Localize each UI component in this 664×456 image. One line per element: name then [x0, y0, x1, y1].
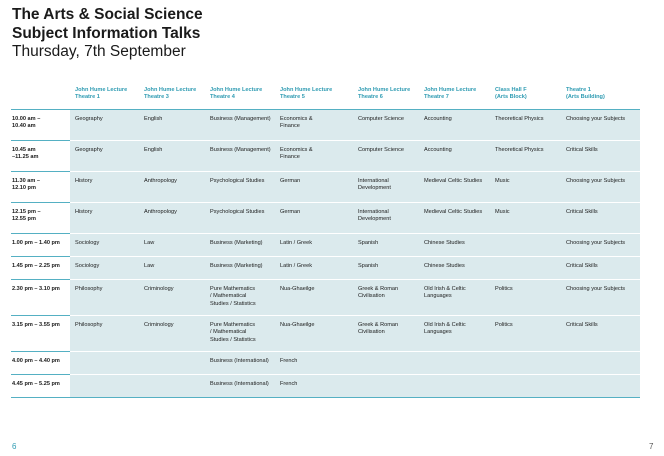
subject-cell-line: Geography: [75, 147, 103, 153]
subject-cell: [139, 234, 205, 257]
subject-cell-line: Choosing your Subjects: [566, 178, 626, 184]
column-header-line: Theatre 7: [424, 94, 449, 101]
subject-cell-line: Chinese Studies: [424, 240, 465, 246]
subject-cell-line: Anthropology: [144, 178, 177, 184]
subject-cell: [205, 257, 275, 280]
column-header: [561, 87, 640, 110]
table-row: [11, 375, 640, 398]
subject-cell-line: Business (Marketing): [210, 263, 263, 269]
column-header-line: John Hume Lecture: [280, 87, 333, 93]
subject-cell-line: Development: [358, 216, 391, 223]
time-slot-line: 1.45 pm – 2.25 pm: [12, 263, 60, 269]
subject-cell: [419, 257, 490, 280]
time-slot: [11, 234, 70, 257]
subject-cell-line: Economics &: [280, 147, 313, 153]
page-number-left: 6: [12, 442, 17, 451]
time-slot: [11, 257, 70, 280]
time-slot-line: 11.30 am –: [12, 178, 40, 184]
subject-cell-line: Critical Skills: [566, 263, 598, 269]
subject-cell-line: Civilisation: [358, 293, 385, 300]
subject-cell-line: German: [280, 178, 301, 184]
subject-cell: [275, 257, 353, 280]
subject-cell: [139, 110, 205, 141]
subject-cell: [490, 257, 561, 280]
subject-cell-line: Philosophy: [75, 286, 103, 292]
subject-cell-line: Nua-Ghaeilge: [280, 322, 315, 328]
subject-cell: [139, 316, 205, 352]
column-header: [205, 87, 275, 110]
subject-cell-line: Finance: [280, 154, 300, 161]
subject-cell: [561, 203, 640, 234]
subject-cell-line: Theoretical Physics: [495, 147, 544, 153]
table-row: [11, 234, 640, 257]
subject-cell: [205, 141, 275, 172]
subject-cell: [353, 280, 419, 316]
column-header-line: (Arts Block): [495, 94, 527, 101]
event-date: Thursday, 7th September: [12, 43, 186, 60]
column-header-line: John Hume Lecture: [144, 87, 197, 93]
subject-cell: [353, 110, 419, 141]
subject-cell: [490, 110, 561, 141]
subject-cell-line: Business (International): [210, 358, 269, 364]
subject-cell: [139, 352, 205, 375]
table-row: [11, 203, 640, 234]
subject-cell-line: Choosing your Subjects: [566, 286, 626, 292]
subject-cell-line: Pure Mathematics: [210, 286, 256, 292]
subject-cell: [419, 172, 490, 203]
column-header-line: John Hume Lecture: [75, 87, 128, 93]
subject-cell-line: French: [280, 381, 298, 387]
subject-cell-line: Psychological Studies: [210, 209, 265, 215]
time-slot-line: 12.10 pm: [12, 185, 36, 192]
subject-cell-line: Business (Management): [210, 147, 271, 153]
subject-cell: [419, 110, 490, 141]
subject-cell-line: Critical Skills: [566, 147, 598, 153]
subject-cell: [490, 316, 561, 352]
subject-cell-line: Business (Management): [210, 116, 271, 122]
time-slot: [11, 110, 70, 141]
subject-cell: [275, 141, 353, 172]
subject-cell-line: Computer Science: [358, 116, 405, 122]
subject-cell: [275, 234, 353, 257]
time-slot-line: 4.45 pm – 5.25 pm: [12, 381, 60, 387]
subject-cell-line: Choosing your Subjects: [566, 116, 626, 122]
subject-cell-line: Pure Mathematics: [210, 322, 256, 328]
table-row: [11, 110, 640, 141]
subject-cell: [139, 172, 205, 203]
subject-cell: [275, 280, 353, 316]
time-slot-line: 2.30 pm – 3.10 pm: [12, 286, 60, 292]
page-number-right: 7: [649, 442, 654, 451]
subject-cell-line: Philosophy: [75, 322, 103, 328]
subject-cell-line: Accounting: [424, 116, 452, 122]
column-header: [353, 87, 419, 110]
subject-cell: [205, 316, 275, 352]
subject-cell-line: Criminology: [144, 322, 174, 328]
subject-cell: [490, 172, 561, 203]
subject-cell: [139, 257, 205, 280]
subject-cell-line: Psychological Studies: [210, 178, 265, 184]
subject-cell-line: International: [358, 178, 389, 184]
subject-cell-line: History: [75, 178, 93, 184]
subject-cell: [561, 110, 640, 141]
subject-cell-line: Law: [144, 240, 155, 246]
subject-cell: [353, 203, 419, 234]
subject-cell: [490, 141, 561, 172]
subject-cell: [205, 172, 275, 203]
time-slot-line: 10.00 am –: [12, 116, 41, 122]
subject-cell-line: Greek & Roman: [358, 286, 399, 292]
table-row: [11, 352, 640, 375]
subject-cell: [419, 203, 490, 234]
subject-cell: [205, 280, 275, 316]
subject-cell-line: German: [280, 209, 301, 215]
subject-cell-line: Business (International): [210, 381, 269, 387]
subject-cell: [561, 352, 640, 375]
subject-cell-line: Music: [495, 178, 510, 184]
subject-cell-line: Politics: [495, 322, 513, 328]
subject-cell: [275, 375, 353, 398]
subject-cell-line: Criminology: [144, 286, 174, 292]
column-header-line: John Hume Lecture: [210, 87, 263, 93]
column-header: [419, 87, 490, 110]
column-header: [139, 87, 205, 110]
column-header-line: Theatre 1: [566, 87, 591, 93]
table-row: [11, 172, 640, 203]
subject-cell: [419, 316, 490, 352]
header-row: [11, 87, 640, 110]
time-slot: [11, 352, 70, 375]
subject-cell-line: Medieval Celtic Studies: [424, 178, 483, 184]
subject-cell-line: Chinese Studies: [424, 263, 465, 269]
subject-cell-line: / Mathematical: [210, 329, 247, 336]
subject-cell: [70, 203, 139, 234]
subject-cell: [353, 172, 419, 203]
title-line-2: Subject Information Talks: [12, 24, 201, 42]
subject-cell: [70, 280, 139, 316]
subject-cell: [561, 280, 640, 316]
subject-cell-line: Civilisation: [358, 329, 385, 336]
subject-cell: [353, 316, 419, 352]
subject-cell: [561, 257, 640, 280]
subject-cell: [490, 203, 561, 234]
subject-cell: [205, 375, 275, 398]
subject-cell-line: Law: [144, 263, 155, 269]
subject-cell-line: Spanish: [358, 240, 379, 246]
subject-cell: [70, 172, 139, 203]
time-slot-line: 3.15 pm – 3.55 pm: [12, 322, 60, 328]
subject-cell: [275, 110, 353, 141]
table-row: [11, 141, 640, 172]
subject-cell-line: Spanish: [358, 263, 379, 269]
subject-cell-line: / Mathematical: [210, 293, 247, 300]
subject-cell: [205, 234, 275, 257]
subject-cell-line: Business (Marketing): [210, 240, 263, 246]
subject-cell: [353, 352, 419, 375]
subject-cell-line: Languages: [424, 329, 452, 336]
subject-cell: [139, 280, 205, 316]
header-corner: [11, 87, 70, 110]
column-header-line: Theatre 1: [75, 94, 100, 101]
time-slot-line: 1.00 pm – 1.40 pm: [12, 240, 60, 246]
time-slot-line: 12.55 pm: [12, 216, 36, 223]
subject-cell: [490, 352, 561, 375]
subject-cell: [70, 375, 139, 398]
column-header-line: Theatre 6: [358, 94, 383, 101]
column-header-line: Class Hall F: [495, 87, 527, 93]
subject-cell: [205, 352, 275, 375]
subject-cell-line: Medieval Celtic Studies: [424, 209, 483, 215]
time-slot-line: 4.00 pm – 4.40 pm: [12, 358, 60, 364]
subject-cell-line: Development: [358, 185, 391, 192]
subject-cell-line: Sociology: [75, 240, 100, 246]
subject-cell-line: Studies / Statistics: [210, 300, 256, 307]
subject-cell-line: International: [358, 209, 389, 215]
subject-cell-line: Languages: [424, 293, 452, 300]
title-line-1: The Arts & Social Science: [12, 6, 203, 23]
subject-cell: [205, 203, 275, 234]
table-row: [11, 280, 640, 316]
subject-cell: [353, 257, 419, 280]
column-header-line: Theatre 4: [210, 94, 235, 101]
subject-cell: [490, 375, 561, 398]
subject-cell: [139, 203, 205, 234]
subject-cell: [275, 203, 353, 234]
subject-cell: [205, 110, 275, 141]
subject-cell: [419, 352, 490, 375]
subject-cell: [419, 141, 490, 172]
subject-cell: [561, 234, 640, 257]
subject-cell: [275, 172, 353, 203]
subject-cell-line: Studies / Statistics: [210, 336, 256, 343]
subject-cell: [353, 234, 419, 257]
subject-cell-line: Nua-Ghaeilge: [280, 286, 315, 292]
subject-cell: [490, 234, 561, 257]
time-slot-line: 10.45 am: [12, 147, 36, 153]
subject-cell-line: Old Irish & Celtic: [424, 286, 466, 292]
schedule-table: [11, 87, 640, 398]
time-slot-line: 10.40 am: [12, 123, 36, 130]
subject-cell-line: Theoretical Physics: [495, 116, 544, 122]
subject-cell: [70, 110, 139, 141]
subject-cell: [139, 375, 205, 398]
column-header: [490, 87, 561, 110]
subject-cell-line: French: [280, 358, 298, 364]
subject-cell: [561, 375, 640, 398]
time-slot: [11, 316, 70, 352]
column-header: [70, 87, 139, 110]
column-header-line: (Arts Building): [566, 94, 605, 101]
subject-cell: [419, 234, 490, 257]
subject-cell: [353, 375, 419, 398]
time-slot-line: 12.15 pm –: [12, 209, 41, 215]
time-slot: [11, 172, 70, 203]
subject-cell: [70, 234, 139, 257]
subject-cell-line: English: [144, 147, 163, 153]
subject-cell-line: Accounting: [424, 147, 452, 153]
column-header: [275, 87, 353, 110]
subject-cell: [561, 172, 640, 203]
subject-cell: [275, 316, 353, 352]
column-header-line: John Hume Lecture: [358, 87, 411, 93]
subject-cell-line: Critical Skills: [566, 209, 598, 215]
subject-cell-line: Anthropology: [144, 209, 177, 215]
subject-cell: [70, 141, 139, 172]
time-slot: [11, 280, 70, 316]
subject-cell: [70, 316, 139, 352]
subject-cell-line: Computer Science: [358, 147, 405, 153]
subject-cell: [353, 141, 419, 172]
table-row: [11, 257, 640, 280]
subject-cell-line: Sociology: [75, 263, 100, 269]
time-slot: [11, 203, 70, 234]
column-header-line: Theatre 5: [280, 94, 305, 101]
page-title: [12, 6, 203, 62]
subject-cell-line: History: [75, 209, 93, 215]
subject-cell-line: English: [144, 116, 163, 122]
time-slot: [11, 141, 70, 172]
subject-cell-line: Geography: [75, 116, 103, 122]
subject-cell: [561, 141, 640, 172]
subject-cell: [490, 280, 561, 316]
subject-cell-line: Greek & Roman: [358, 322, 399, 328]
subject-cell-line: Politics: [495, 286, 513, 292]
subject-cell: [419, 280, 490, 316]
subject-cell-line: Latin / Greek: [280, 240, 313, 246]
table-row: [11, 316, 640, 352]
subject-cell-line: Economics &: [280, 116, 313, 122]
subject-cell: [70, 257, 139, 280]
time-slot: [11, 375, 70, 398]
subject-cell-line: Old Irish & Celtic: [424, 322, 466, 328]
subject-cell: [419, 375, 490, 398]
subject-cell-line: Choosing your Subjects: [566, 240, 626, 246]
column-header-line: John Hume Lecture: [424, 87, 477, 93]
subject-cell-line: Finance: [280, 123, 300, 130]
subject-cell: [70, 352, 139, 375]
subject-cell-line: Latin / Greek: [280, 263, 313, 269]
subject-cell-line: Music: [495, 209, 510, 215]
subject-cell: [275, 352, 353, 375]
column-header-line: Theatre 3: [144, 94, 169, 101]
subject-cell: [139, 141, 205, 172]
subject-cell: [561, 316, 640, 352]
subject-cell-line: Critical Skills: [566, 322, 598, 328]
time-slot-line: –11.25 am: [12, 154, 39, 161]
